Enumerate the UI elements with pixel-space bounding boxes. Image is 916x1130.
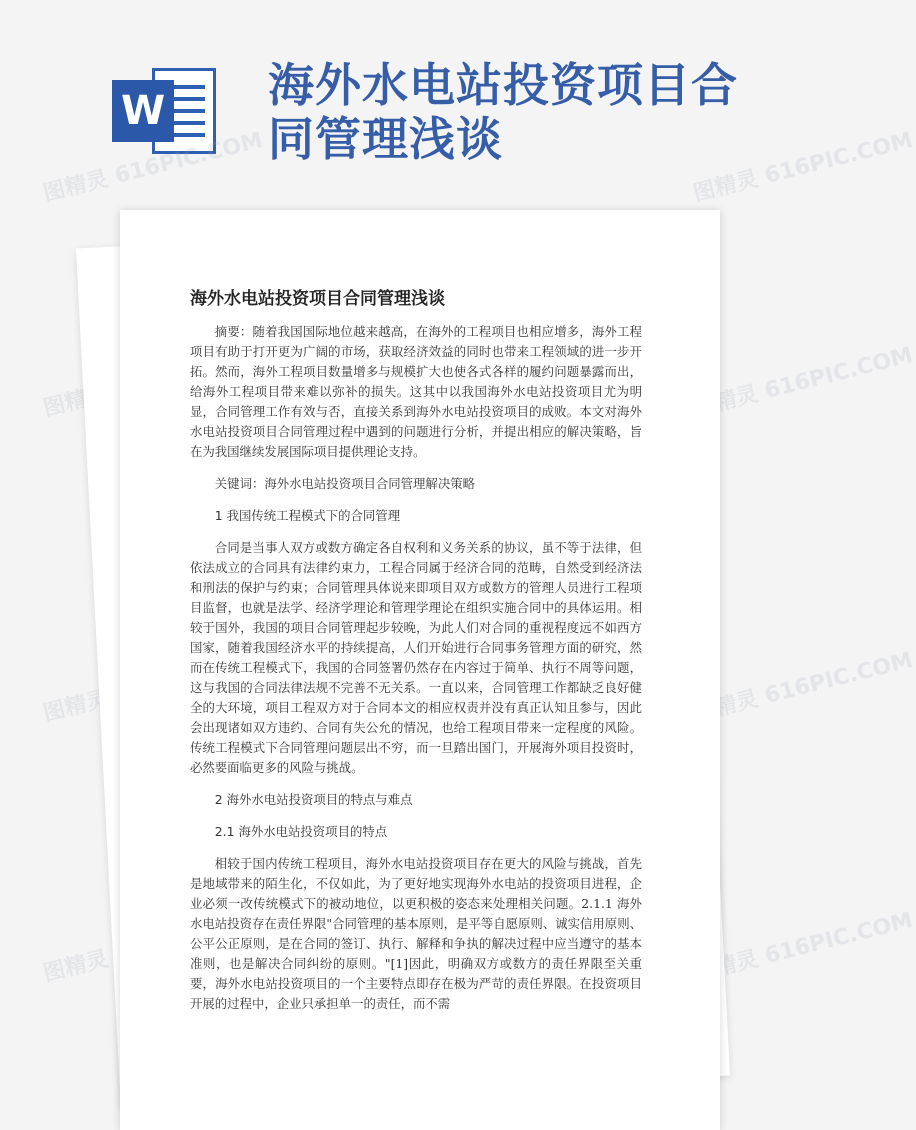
section-2-heading: 2 海外水电站投资项目的特点与难点	[214, 792, 413, 807]
watermark: 图精灵 616PIC.COM	[40, 128, 266, 207]
watermark: 图精灵 616PIC.COM	[690, 648, 916, 727]
watermark: 图精灵 616PIC.COM	[690, 128, 916, 207]
keywords-paragraph: 关键词：海外水电站投资项目合同管理解决策略	[214, 476, 475, 491]
document-page	[120, 210, 720, 1130]
document-title: 海外水电站投资项目合同管理浅谈	[190, 289, 445, 309]
word-letter: W	[112, 80, 174, 142]
document-body	[190, 322, 642, 1026]
cover-header	[0, 0, 800, 200]
section-1-heading: 1 我国传统工程模式下的合同管理	[214, 508, 401, 523]
section-2-1-paragraph: 相较于国内传统工程项目，海外水电站投资项目存在更大的风险与挑战，首先是地域带来的陌生化，不仅如此，为了更好地实现海外水电站的投资项目进程，企业必须一改传统模式下的被动地位，以更积极的姿态来处理相关问题。2.1.1 海外水电站投资存在责任界限"合同管理的基本原则，是平等自愿原则、诚实信用原则、公平公正原则，是在合同的签订、执行、解释和争执的解决过程中应当遵守的基本准则，也是解决合同纠纷的原则。"[1]因此，明确双方或数方的责任界限至关重要，海外水电站投资项目的一个主要特点即存在极为严苛的责任界限。在投资项目开展的过程中，企业只承担单一的责任，而不需	[190, 856, 642, 1011]
section-2-1-heading: 2.1 海外水电站投资项目的特点	[214, 824, 388, 839]
word-document-icon	[112, 68, 216, 154]
watermark: 图精灵 616PIC.COM	[690, 908, 916, 987]
watermark: 图精灵	[40, 381, 111, 422]
abstract-paragraph: 摘要：随着我国国际地位越来越高，在海外的工程项目也相应增多，海外工程项目有助于打开更为广阔的市场，获取经济效益的同时也带来工程领域的进一步开拓。然而，海外工程项目数量增多与规模扩大也使各式各样的履约问题暴露而出，给海外工程项目带来难以弥补的损失。这其中以我国海外水电站投资项目尤为明显，合同管理工作有效与否，直接关系到海外水电站投资项目的成败。本文对海外水电站投资项目合同管理过程中遇到的问题进行分析，并提出相应的解决策略，旨在为我国继续发展国际项目提供理论支持。	[190, 324, 642, 459]
watermark: 图精灵	[40, 686, 111, 727]
watermark: 图精灵 616PIC.COM	[690, 343, 916, 422]
section-1-paragraph: 合同是当事人双方或数方确定各自权利和义务关系的协议，虽不等于法律，但依法成立的合同具有法律约束力，工程合同属于经济合同的范畴，自然受到经济法和刑法的保护与约束；合同管理具体说来即项目双方或数方的管理人员进行工程项目监督，也就是法学、经济学理论和管理学理论在组织实施合同中的具体运用。相较于国外，我国的项目合同管理起步较晚，为此人们对合同的重视程度远不如西方国家，随着我国经济水平的持续提高，人们开始进行合同事务管理方面的研究，然而在传统工程模式下，我国的合同签署仍然存在内容过于简单、执行不周等问题，这与我国的合同法律法规不完善不无关系。一直以来，合同管理工作都缺乏良好健全的大环境，项目工程双方对于合同本文的相应权责并没有真正认知且参与，因此会出现诸如双方违约、合同有失公允的情况，也给工程项目带来一定程度的风险。传统工程模式下合同管理问题层出不穷，而一旦踏出国门，开展海外项目投资时，必然要面临更多的风险与挑战。	[190, 540, 642, 775]
watermark: 图精灵	[40, 946, 111, 987]
cover-title: 海外水电站投资项目合同管理浅谈	[268, 58, 738, 166]
